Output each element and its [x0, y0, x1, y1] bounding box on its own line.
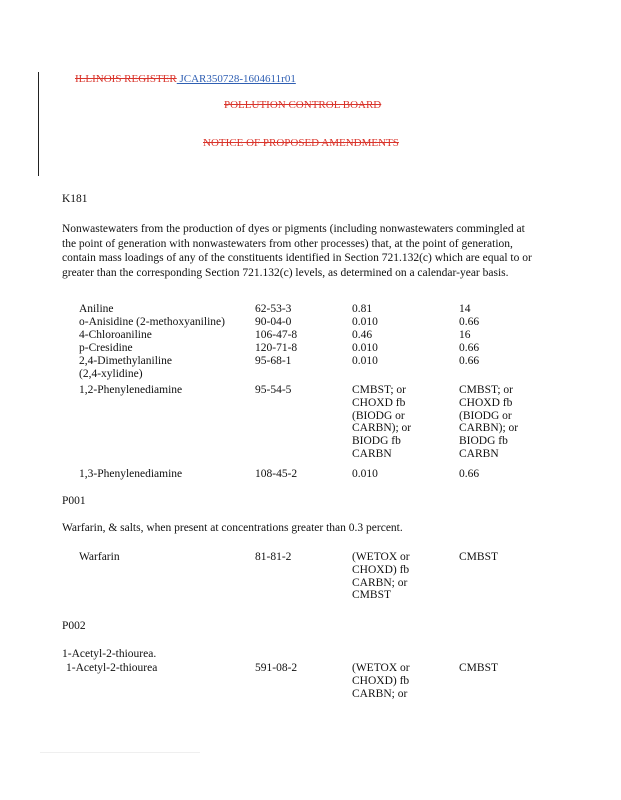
constituent-name: Aniline [79, 303, 114, 315]
nonwastewater-standard: 0.66 [459, 355, 480, 367]
cas-number: 120-71-8 [255, 342, 298, 354]
cas-number: 90-04-0 [255, 316, 292, 328]
section-code-p001: P001 [62, 495, 86, 507]
cas-number: 591-08-2 [255, 662, 298, 674]
constituent-name: 1,3-Phenylenediamine [79, 468, 183, 480]
wastewater-standard [352, 551, 448, 602]
standard-line: CARBN); or [459, 422, 519, 435]
nonwastewater-standard: 0.66 [459, 342, 480, 354]
standard-line: CARBN; or [352, 576, 408, 589]
standard-line: CHOXD) fb [352, 674, 410, 687]
standard-line: (WETOX or [352, 662, 410, 674]
cas-number: 62-53-3 [255, 303, 292, 315]
constituent-name: p-Cresidine [79, 342, 133, 354]
constituent-name: 4-Chloroaniline [79, 329, 152, 341]
standard-line: CMBST; or [459, 384, 514, 396]
p002-description: 1-Acetyl-2-thiourea. [62, 648, 157, 660]
wastewater-standard [352, 384, 448, 461]
cas-number: 95-68-1 [255, 355, 292, 367]
register-header [75, 73, 296, 85]
notice-header: NOTICE OF PROPOSED AMENDMENTS [203, 137, 399, 149]
wastewater-standard: 0.010 [352, 468, 378, 480]
constituent-name: 1,2-Phenylenediamine [79, 384, 183, 396]
standard-line: CARBN [352, 447, 392, 460]
constituent-name-line: 2,4-Dimethylaniline [79, 355, 172, 367]
standard-line: CMBST; or [352, 384, 407, 396]
nonwastewater-standard: 14 [459, 303, 471, 315]
standard-line: (BIODG or [352, 409, 405, 422]
standard-line: (BIODG or [459, 409, 512, 422]
divider [40, 752, 200, 753]
standard-line: CARBN [459, 447, 499, 460]
standard-line: CARBN); or [352, 422, 412, 435]
standard-line: CHOXD fb [352, 396, 406, 409]
cas-number: 81-81-2 [255, 551, 292, 563]
nonwastewater-standard [459, 384, 559, 461]
nonwastewater-standard: 0.66 [459, 316, 480, 328]
k181-description: Nonwastewaters from the production of dyes or pigments (including nonwastewaters commingled at the point of generation with nonwastewaters from other processes) that, at the point of generation, contain mass loadings of any of the constituents identified in Section 721.132(c) which are equal to or greater than the corresponding Section 721.132(c) levels, as determined on a calendar-year basis. [62, 223, 532, 279]
constituent-name: 1-Acetyl-2-thiourea [66, 662, 158, 674]
nonwastewater-standard: 0.66 [459, 468, 480, 480]
standard-line: CMBST [352, 589, 391, 602]
wastewater-standard: 0.010 [352, 342, 378, 354]
standard-line: CARBN; or [352, 687, 408, 700]
cas-number: 108-45-2 [255, 468, 298, 480]
board-header: POLLUTION CONTROL BOARD [224, 99, 382, 111]
standard-line: CHOXD) fb [352, 563, 410, 576]
constituent-name: Warfarin [79, 551, 120, 563]
standard-line: CHOXD fb [459, 396, 513, 409]
section-code-k181: K181 [62, 193, 88, 205]
wastewater-standard [352, 662, 448, 700]
nonwastewater-standard: CMBST [459, 551, 498, 563]
p001-description: Warfarin, & salts, when present at concentrations greater than 0.3 percent. [62, 522, 403, 534]
cas-number: 106-47-8 [255, 329, 298, 341]
wastewater-standard: 0.010 [352, 316, 378, 328]
nonwastewater-standard: CMBST [459, 662, 498, 674]
wastewater-standard: 0.46 [352, 329, 373, 341]
standard-line: BIODG fb [459, 435, 508, 448]
standard-line: BIODG fb [352, 435, 401, 448]
wastewater-standard: 0.010 [352, 355, 378, 367]
wastewater-standard: 0.81 [352, 303, 373, 315]
nonwastewater-standard: 16 [459, 329, 471, 341]
cas-number: 95-54-5 [255, 384, 292, 396]
constituent-name: o-Anisidine (2-methoxyaniline) [79, 316, 225, 328]
register-deleted-text: ILLINOIS REGISTER [75, 73, 177, 85]
change-bar [38, 72, 39, 176]
register-inserted-text: JCAR350728-1604611r01 [179, 73, 296, 85]
constituent-name-line: (2,4-xylidine) [79, 367, 143, 380]
section-code-p002: P002 [62, 620, 86, 632]
constituent-name [79, 355, 249, 381]
standard-line: (WETOX or [352, 551, 410, 563]
